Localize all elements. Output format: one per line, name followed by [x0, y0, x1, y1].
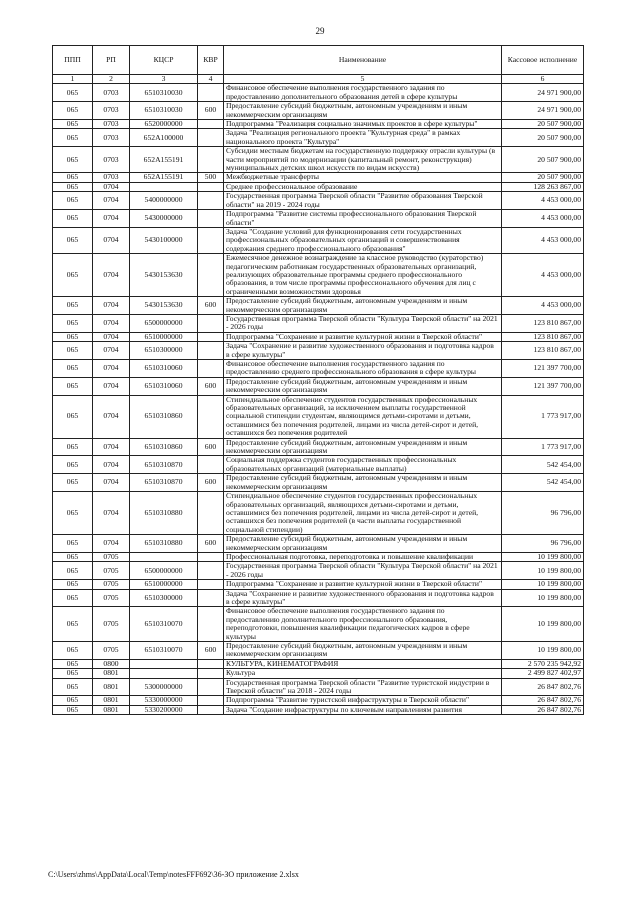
header-name: Наименование	[224, 46, 502, 75]
cell-amount: 96 796,00	[502, 535, 584, 553]
table-row	[53, 227, 584, 253]
cell-name: Финансовое обеспечение выполнения государственного задания по предоставлению среднего профессионального образования в сфере культуры	[224, 360, 502, 378]
cell-rp: 0801	[93, 678, 130, 696]
cell-kcsr: 5430100000	[130, 227, 198, 253]
cell-kvr	[198, 210, 224, 228]
cell-amount: 4 453 000,00	[502, 192, 584, 210]
table-row	[53, 395, 584, 438]
table-row	[53, 669, 584, 678]
cell-rp: 0801	[93, 669, 130, 678]
table-header-row	[53, 46, 584, 75]
cell-kcsr: 6510310070	[130, 607, 198, 642]
cell-kvr	[198, 84, 224, 102]
cell-kcsr: 6510310870	[130, 474, 198, 492]
cell-rp: 0705	[93, 552, 130, 561]
cell-ppp: 065	[53, 705, 93, 714]
cell-name: Финансовое обеспечение выполнения государственного задания по предоставлению дополнительного профессионального образования, переподготовки, повышения квалификации педагогических кадров в сфере культуры	[224, 607, 502, 642]
cell-name: Подпрограмма "Сохранение и развитие культурной жизни в Тверской области"	[224, 580, 502, 589]
table-row	[53, 314, 584, 332]
cell-name: Задача "Сохранение и развитие художественного образования и подготовка кадров в сфере культуры"	[224, 589, 502, 607]
cell-rp: 0801	[93, 696, 130, 705]
cell-amount: 4 453 000,00	[502, 297, 584, 315]
cell-name: Задача "Сохранение и развитие художественного образования и подготовка кадров в сфере культуры"	[224, 342, 502, 360]
cell-amount: 4 453 000,00	[502, 254, 584, 297]
column-index: 5	[224, 75, 502, 84]
cell-kvr	[198, 147, 224, 173]
cell-kcsr: 6510000000	[130, 580, 198, 589]
cell-kcsr: 5330200000	[130, 705, 198, 714]
cell-kvr	[198, 254, 224, 297]
cell-ppp: 065	[53, 377, 93, 395]
table-row	[53, 589, 584, 607]
table-row	[53, 659, 584, 668]
cell-kcsr: 6510310880	[130, 492, 198, 535]
cell-rp: 0704	[93, 227, 130, 253]
cell-kvr	[198, 678, 224, 696]
cell-name: Культура	[224, 669, 502, 678]
cell-kcsr: 652A100000	[130, 129, 198, 147]
budget-table	[52, 45, 584, 715]
cell-kvr	[198, 342, 224, 360]
table-row	[53, 456, 584, 474]
cell-amount: 10 199 800,00	[502, 562, 584, 580]
cell-amount: 10 199 800,00	[502, 580, 584, 589]
cell-ppp: 065	[53, 659, 93, 668]
cell-kcsr: 5430153630	[130, 254, 198, 297]
cell-amount: 2 499 827 402,97	[502, 669, 584, 678]
cell-name: Финансовое обеспечение выполнения государственного задания по предоставлению дополнительного образования детей в сфере культуры	[224, 84, 502, 102]
table-row	[53, 129, 584, 147]
cell-amount: 10 199 800,00	[502, 552, 584, 561]
cell-kvr	[198, 669, 224, 678]
cell-rp: 0703	[93, 84, 130, 102]
cell-ppp: 065	[53, 696, 93, 705]
cell-kcsr: 6510310870	[130, 456, 198, 474]
cell-amount: 24 971 900,00	[502, 102, 584, 120]
cell-amount: 123 810 867,00	[502, 332, 584, 341]
cell-ppp: 065	[53, 182, 93, 191]
cell-rp: 0703	[93, 129, 130, 147]
cell-amount: 20 507 900,00	[502, 129, 584, 147]
cell-name: Ежемесячное денежное вознаграждение за классное руководство (кураторство) педагогическим работникам государственных образовательных организаций, реализующих образовательные программы среднего профессионального образования, в том числе программы профессионального обучения для лиц с ограниченными возможностями здоровья	[224, 254, 502, 297]
header-cash-execution: Кассовое исполнение	[502, 46, 584, 75]
cell-name: Социальная поддержка студентов государственных профессиональных образовательных организаций (материальные выплаты)	[224, 456, 502, 474]
cell-amount: 24 971 900,00	[502, 84, 584, 102]
cell-ppp: 065	[53, 535, 93, 553]
cell-amount: 542 454,00	[502, 456, 584, 474]
cell-name: Предоставление субсидий бюджетным, автономным учреждениям и иным некоммерческим организациям	[224, 377, 502, 395]
cell-rp: 0800	[93, 659, 130, 668]
cell-kcsr: 652A155191	[130, 147, 198, 173]
cell-name: Задача "Создание инфраструктуры по ключевым направлениям развития	[224, 705, 502, 714]
cell-name: Предоставление субсидий бюджетным, автономным учреждениям и иным некоммерческим организациям	[224, 297, 502, 315]
cell-rp: 0703	[93, 147, 130, 173]
cell-name: Предоставление субсидий бюджетным, автономным учреждениям и иным некоммерческим организациям	[224, 642, 502, 660]
cell-amount: 26 847 802,76	[502, 705, 584, 714]
cell-kcsr: 5430153630	[130, 297, 198, 315]
cell-kcsr: 6510310880	[130, 535, 198, 553]
cell-ppp: 065	[53, 84, 93, 102]
cell-ppp: 065	[53, 314, 93, 332]
cell-kvr: 600	[198, 377, 224, 395]
table-row	[53, 678, 584, 696]
column-index: 2	[93, 75, 130, 84]
table-row	[53, 120, 584, 129]
cell-amount: 4 453 000,00	[502, 210, 584, 228]
cell-kcsr: 6510300000	[130, 342, 198, 360]
column-index: 4	[198, 75, 224, 84]
cell-rp: 0704	[93, 182, 130, 191]
cell-kvr	[198, 589, 224, 607]
cell-name: Задача "Реализация регионального проекта "Культурная среда" в рамках национального проекта "Культура"	[224, 129, 502, 147]
cell-rp: 0705	[93, 642, 130, 660]
cell-rp: 0703	[93, 102, 130, 120]
cell-ppp: 065	[53, 102, 93, 120]
cell-kcsr	[130, 182, 198, 191]
cell-ppp: 065	[53, 552, 93, 561]
cell-ppp: 065	[53, 227, 93, 253]
cell-ppp: 065	[53, 456, 93, 474]
cell-kvr	[198, 705, 224, 714]
table-row	[53, 84, 584, 102]
table-row	[53, 492, 584, 535]
cell-kvr: 600	[198, 474, 224, 492]
table-row	[53, 297, 584, 315]
cell-kvr	[198, 492, 224, 535]
cell-kvr	[198, 456, 224, 474]
cell-kvr	[198, 562, 224, 580]
table-row	[53, 377, 584, 395]
cell-rp: 0705	[93, 589, 130, 607]
cell-rp: 0705	[93, 580, 130, 589]
table-row	[53, 254, 584, 297]
cell-ppp: 065	[53, 342, 93, 360]
table-row	[53, 580, 584, 589]
cell-amount: 2 570 235 942,92	[502, 659, 584, 668]
cell-amount: 123 810 867,00	[502, 342, 584, 360]
cell-kvr: 600	[198, 535, 224, 553]
cell-amount: 121 397 700,00	[502, 377, 584, 395]
table-row	[53, 360, 584, 378]
cell-kvr: 600	[198, 438, 224, 456]
cell-kcsr: 6510000000	[130, 332, 198, 341]
cell-rp: 0704	[93, 332, 130, 341]
table-row	[53, 182, 584, 191]
cell-kvr	[198, 580, 224, 589]
cell-amount: 20 507 900,00	[502, 120, 584, 129]
cell-amount: 128 263 867,00	[502, 182, 584, 191]
cell-kcsr: 6510310060	[130, 360, 198, 378]
cell-ppp: 065	[53, 642, 93, 660]
cell-ppp: 065	[53, 562, 93, 580]
cell-ppp: 065	[53, 192, 93, 210]
cell-rp: 0801	[93, 705, 130, 714]
cell-name: Государственная программа Тверской области "Развитие туристской индустрии в Тверской области" на 2018 - 2024 годы	[224, 678, 502, 696]
cell-amount: 4 453 000,00	[502, 227, 584, 253]
cell-amount: 10 199 800,00	[502, 642, 584, 660]
cell-name: Государственная программа Тверской области "Развитие образования Тверской области" на 2019 - 2024 годы	[224, 192, 502, 210]
cell-kvr	[198, 129, 224, 147]
cell-amount: 20 507 900,00	[502, 173, 584, 182]
cell-kvr	[198, 314, 224, 332]
cell-amount: 20 507 900,00	[502, 147, 584, 173]
table-row	[53, 642, 584, 660]
cell-name: Профессиональная подготовка, переподготовка и повышение квалификации	[224, 552, 502, 561]
cell-kvr	[198, 607, 224, 642]
table-row	[53, 102, 584, 120]
header-kvr: КВР	[198, 46, 224, 75]
column-index: 6	[502, 75, 584, 84]
cell-rp: 0704	[93, 377, 130, 395]
cell-rp: 0704	[93, 254, 130, 297]
cell-rp: 0704	[93, 492, 130, 535]
cell-rp: 0704	[93, 535, 130, 553]
cell-rp: 0703	[93, 173, 130, 182]
cell-ppp: 065	[53, 474, 93, 492]
cell-ppp: 065	[53, 120, 93, 129]
cell-kcsr: 6510310030	[130, 102, 198, 120]
cell-kvr: 600	[198, 297, 224, 315]
cell-ppp: 065	[53, 297, 93, 315]
cell-amount: 26 847 802,76	[502, 678, 584, 696]
cell-name: Подпрограмма "Реализация социально значимых проектов в сфере культуры"	[224, 120, 502, 129]
cell-kcsr	[130, 552, 198, 561]
file-path-footer: C:\Users\zhms\AppData\Local\Temp\notesFFF692\36-ЗО приложение 2.xlsx	[48, 870, 299, 879]
cell-kcsr: 6510310030	[130, 84, 198, 102]
cell-name: Государственная программа Тверской области "Культура Тверской области" на 2021 - 2026 годы	[224, 562, 502, 580]
cell-name: Предоставление субсидий бюджетным, автономным учреждениям и иным некоммерческим организациям	[224, 535, 502, 553]
cell-name: Субсидии местным бюджетам на государственную поддержку отрасли культуры (в части мероприятий по модернизации (капитальный ремонт, реконструкция) муниципальных детских школ искусств по видам искусств)	[224, 147, 502, 173]
table-row	[53, 438, 584, 456]
cell-kvr	[198, 552, 224, 561]
cell-kvr	[198, 659, 224, 668]
cell-kcsr: 5430000000	[130, 210, 198, 228]
cell-amount: 1 773 917,00	[502, 395, 584, 438]
cell-kvr: 600	[198, 102, 224, 120]
page-number: 29	[315, 26, 325, 36]
table-row	[53, 332, 584, 341]
header-ppp: ППП	[53, 46, 93, 75]
table-row	[53, 210, 584, 228]
header-kcsr: КЦСР	[130, 46, 198, 75]
table-row	[53, 147, 584, 173]
cell-kvr: 500	[198, 173, 224, 182]
cell-kvr	[198, 696, 224, 705]
cell-kvr	[198, 360, 224, 378]
cell-ppp: 065	[53, 254, 93, 297]
cell-rp: 0704	[93, 314, 130, 332]
cell-name: Подпрограмма "Сохранение и развитие культурной жизни в Тверской области"	[224, 332, 502, 341]
cell-kcsr: 6510310860	[130, 395, 198, 438]
cell-name: Стипендиальное обеспечение студентов государственных профессиональных образовательных организаций, являющихся детьми-сиротами и детьми, оставшимися без попечения родителей, лицами из числа детей-сирот и детей, оставшихся без попечения родителей (в части выплаты государственной социальной стипендии)	[224, 492, 502, 535]
cell-ppp: 065	[53, 332, 93, 341]
cell-ppp: 065	[53, 438, 93, 456]
table-row	[53, 474, 584, 492]
cell-name: Межбюджетные трансферты	[224, 173, 502, 182]
cell-name: Стипендиальное обеспечение студентов государственных профессиональных образовательных организаций, за исключением выплаты государственной социальной стипендии студентам, являющимся детьми-сиротами и детьми, оставшимися без попечения родителей, лицами из числа детей-сирот и детей, оставшихся без попечения родителей	[224, 395, 502, 438]
cell-name: Государственная программа Тверской области "Культура Тверской области" на 2021 - 2026 годы	[224, 314, 502, 332]
cell-name: Подпрограмма "Развитие системы профессионального образования Тверской области"	[224, 210, 502, 228]
cell-kcsr: 5400000000	[130, 192, 198, 210]
table-row	[53, 173, 584, 182]
cell-amount: 96 796,00	[502, 492, 584, 535]
cell-amount: 123 810 867,00	[502, 314, 584, 332]
cell-ppp: 065	[53, 669, 93, 678]
cell-kcsr: 6500000000	[130, 562, 198, 580]
cell-rp: 0703	[93, 120, 130, 129]
cell-kvr	[198, 395, 224, 438]
cell-kcsr	[130, 659, 198, 668]
cell-kcsr: 6500000000	[130, 314, 198, 332]
cell-kvr	[198, 227, 224, 253]
cell-rp: 0704	[93, 342, 130, 360]
cell-kcsr: 6510310070	[130, 642, 198, 660]
cell-kcsr: 6520000000	[130, 120, 198, 129]
column-index-row	[53, 75, 584, 84]
cell-name: Среднее профессиональное образование	[224, 182, 502, 191]
cell-amount: 1 773 917,00	[502, 438, 584, 456]
cell-amount: 10 199 800,00	[502, 607, 584, 642]
cell-kvr: 600	[198, 642, 224, 660]
cell-kcsr	[130, 669, 198, 678]
cell-rp: 0704	[93, 210, 130, 228]
cell-kcsr: 652A155191	[130, 173, 198, 182]
cell-kcsr: 6510310860	[130, 438, 198, 456]
cell-kcsr: 5330000000	[130, 696, 198, 705]
cell-kcsr: 5300000000	[130, 678, 198, 696]
cell-name: КУЛЬТУРА, КИНЕМАТОГРАФИЯ	[224, 659, 502, 668]
cell-ppp: 065	[53, 589, 93, 607]
cell-amount: 10 199 800,00	[502, 589, 584, 607]
cell-name: Предоставление субсидий бюджетным, автономным учреждениям и иным некоммерческим организациям	[224, 102, 502, 120]
cell-kvr	[198, 120, 224, 129]
cell-kvr	[198, 192, 224, 210]
cell-ppp: 065	[53, 210, 93, 228]
cell-name: Предоставление субсидий бюджетным, автономным учреждениям и иным некоммерческим организациям	[224, 474, 502, 492]
cell-ppp: 065	[53, 173, 93, 182]
table-row	[53, 535, 584, 553]
cell-ppp: 065	[53, 580, 93, 589]
cell-rp: 0704	[93, 438, 130, 456]
cell-ppp: 065	[53, 147, 93, 173]
cell-ppp: 065	[53, 678, 93, 696]
cell-rp: 0705	[93, 607, 130, 642]
header-rp: РП	[93, 46, 130, 75]
cell-name: Предоставление субсидий бюджетным, автономным учреждениям и иным некоммерческим организациям	[224, 438, 502, 456]
table-row	[53, 607, 584, 642]
cell-ppp: 065	[53, 492, 93, 535]
cell-name: Задача "Создание условий для функционирования сети государственных профессиональных образовательных организаций и совершенствования содержания среднего профессионального образования"	[224, 227, 502, 253]
cell-ppp: 065	[53, 129, 93, 147]
cell-rp: 0704	[93, 360, 130, 378]
cell-amount: 121 397 700,00	[502, 360, 584, 378]
cell-ppp: 065	[53, 360, 93, 378]
table-row	[53, 705, 584, 714]
table-row	[53, 342, 584, 360]
cell-kvr	[198, 182, 224, 191]
cell-amount: 26 847 802,76	[502, 696, 584, 705]
cell-rp: 0704	[93, 297, 130, 315]
cell-ppp: 065	[53, 607, 93, 642]
cell-rp: 0704	[93, 474, 130, 492]
table-row	[53, 552, 584, 561]
table-row	[53, 192, 584, 210]
table-row	[53, 562, 584, 580]
cell-kcsr: 6510310060	[130, 377, 198, 395]
cell-rp: 0704	[93, 456, 130, 474]
cell-rp: 0704	[93, 192, 130, 210]
column-index: 1	[53, 75, 93, 84]
cell-kcsr: 6510300000	[130, 589, 198, 607]
table-row	[53, 696, 584, 705]
cell-kvr	[198, 332, 224, 341]
column-index: 3	[130, 75, 198, 84]
cell-ppp: 065	[53, 395, 93, 438]
cell-amount: 542 454,00	[502, 474, 584, 492]
cell-name: Подпрограмма "Развитие туристской инфраструктуры в Тверской области"	[224, 696, 502, 705]
cell-rp: 0705	[93, 562, 130, 580]
cell-rp: 0704	[93, 395, 130, 438]
